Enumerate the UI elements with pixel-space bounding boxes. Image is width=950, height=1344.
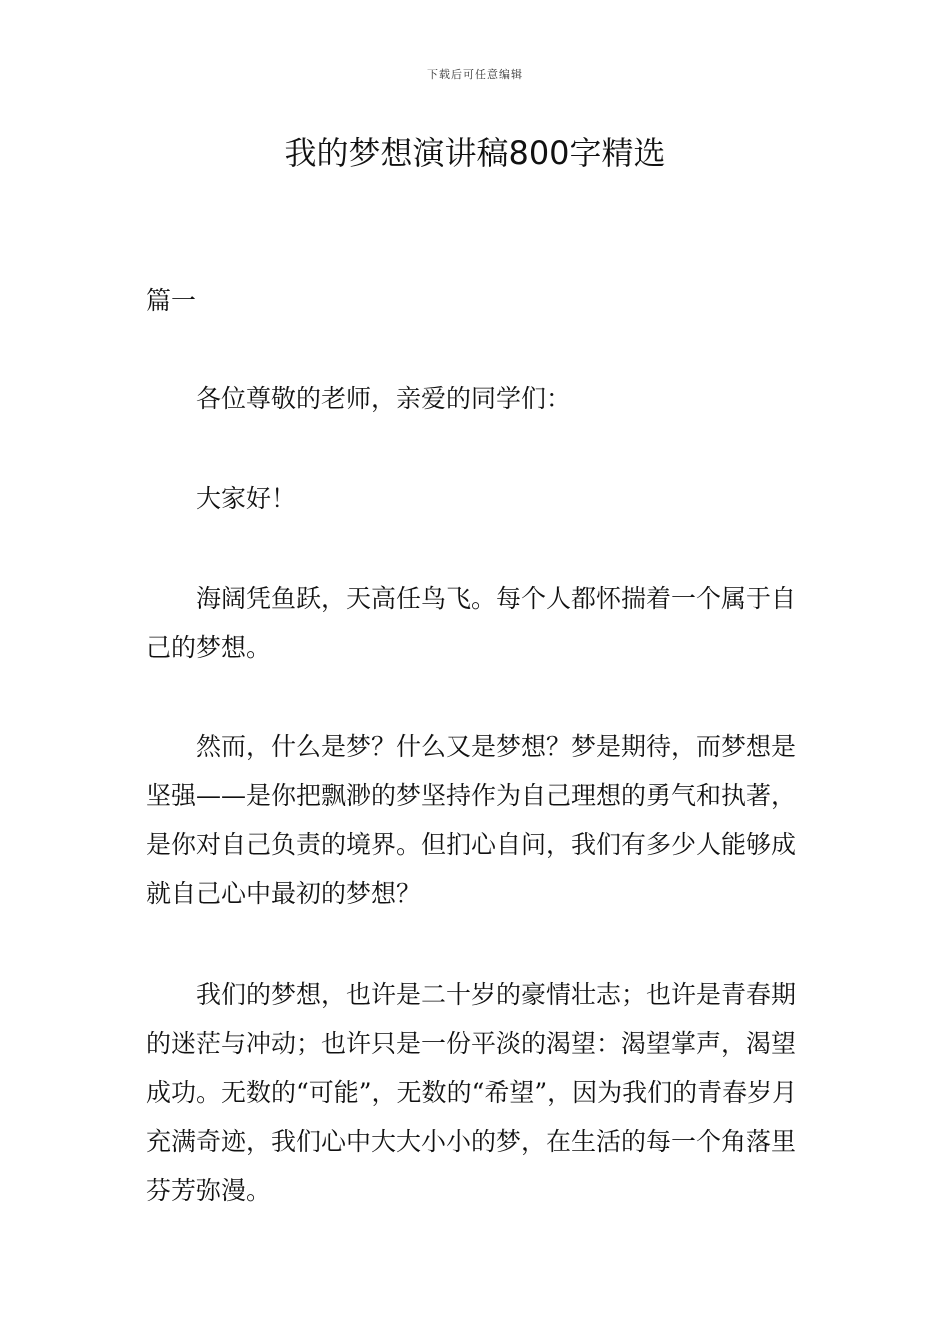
paragraph-greeting-audience: 各位尊敬的老师，亲爱的同学们： [196, 384, 572, 413]
header-note: 下载后可任意编辑 [427, 68, 523, 81]
paragraph-opening: 海阔凭鱼跃，天高任鸟飞。每个人都怀揣着一个属于自己的梦想。 [146, 584, 797, 662]
section-label: 篇一 [146, 286, 197, 315]
paragraph-our-dreams: 我们的梦想，也许是二十岁的豪情壮志；也许是青春期的迷茫与冲动；也许只是一份平淡的渴望：渴望掌声，渴望成功。无数的“可能”，无数的“希望”，因为我们的青春岁月充满奇迹，我们心中大大小小的梦，在生活的每一个角落里芬芳弥漫。 [146, 980, 798, 1205]
paragraph-what-is-dream: 然而，什么是梦？什么又是梦想？梦是期待，而梦想是坚强——是你把飘渺的梦坚持作为自己理想的勇气和执著，是你对自己负责的境界。但扪心自问，我们有多少人能够成就自己心中最初的梦想？ [146, 732, 797, 908]
document-title: 我的梦想演讲稿800字精选 [284, 134, 666, 172]
paragraph-hello: 大家好！ [196, 484, 297, 513]
